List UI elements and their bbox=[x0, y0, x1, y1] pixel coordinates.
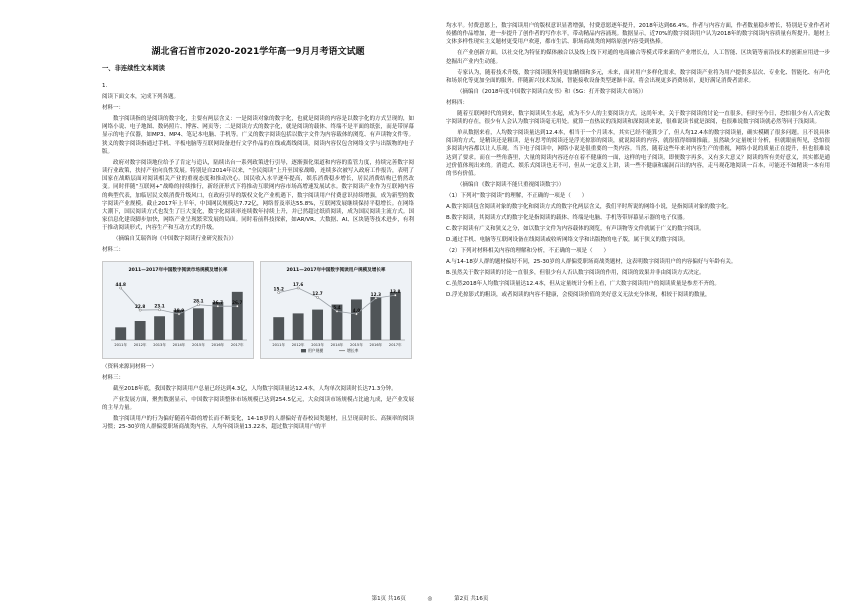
bar bbox=[115, 327, 126, 340]
data-label: 28.1 bbox=[193, 298, 204, 304]
question-1-stem: （1）下列对“数字阅读”的理解，不正确的一项是（ ） bbox=[446, 193, 588, 200]
footer-left-page-number: 第1页 共16页 bbox=[371, 596, 406, 602]
data-label: 15.2 bbox=[273, 286, 284, 292]
data-label: 13.8 bbox=[390, 288, 401, 294]
bar bbox=[370, 297, 381, 340]
material-3-paragraph-3: 数字阅读用户的行为偏好随着年龄的增长而不断变化，14-18岁的人群偏好青春校园类题材，且呈现高时长、高频率的阅读习惯；25-30岁的人群偏爱职场商战类内容，人均年阅读量13.22本，超过数字阅读用户的平 bbox=[102, 415, 414, 431]
data-label: 12.7 bbox=[312, 290, 323, 296]
market-size-chart bbox=[102, 261, 254, 359]
material-4-paragraph-1: 随着互联网时代的到来，数字阅读风生水起，成为不少人的主要阅读方式。这尚年来，关于数字阅读的讨论一直很多，但时至今日，恐怕很少有人否定数字阅读的存在，很少有人会认为数字阅读毫无用处。就算一直热议的浅阅读和深阅读来说，很难说读书就是深阅，也很难说数字阅读就必然等同于浅阅读。 bbox=[446, 110, 830, 126]
question-1-option-b: B.数字阅读，其阅读方式的数字化是指阅读的载体、终端是电脑、手机等带屏幕显示器的电子仪器。 bbox=[446, 215, 689, 222]
bar bbox=[273, 317, 284, 340]
bar bbox=[312, 309, 323, 339]
growth-point bbox=[394, 294, 396, 296]
question-2-option-a: A.与14-18岁人群的题材偏好不同，25-30岁的人群偏爱职场商战类题材，这表明数字阅读用户的内容偏好与年龄有关。 bbox=[446, 259, 737, 266]
growth-point bbox=[375, 297, 377, 299]
data-label: 18.9 bbox=[173, 307, 185, 313]
data-label: 17.6 bbox=[292, 281, 304, 287]
continued-paragraph: 均水平。付费意愿上，数字阅读用户的版权意识显著增强，付费意愿逐年提升，2018年达到66.4%。作者与内容方面，作者数量稳步增长，特别是专业作者对传播的作品增加，进一步提升了创作者的写作水平，带动精品内容涌现。数据显示，近70%的数字阅读用户认为2018年的数字阅读内容质量有所提升。题材上文体多样性现实主义题材更受用户欢迎，都市生活、职场商战类的网络原创内容受到热捧。 bbox=[446, 23, 830, 46]
question-2-stem: （2）下列对材料相关内容的理解和分析，不正确的一项是（ ） bbox=[446, 248, 610, 255]
x-tick-label: 2011年 bbox=[272, 342, 286, 347]
x-tick-label: 2016年 bbox=[369, 342, 383, 347]
user-size-chart bbox=[260, 261, 412, 359]
question-2-option-d: D.浮光掠影式的粗读，或者阅读的内容不健康，会使阅读价值的美好意义无法充分体现，相较于阅读的数量， bbox=[446, 292, 711, 299]
growth-point bbox=[178, 313, 180, 315]
paragraph-innovation: 在产业创新方面，以社交化为特征的媒体融合以及线上线下对通的电商融合等模式带来新的产业增长点，人工智能、区块链等前沿技术的创新应用进一步挖掘出产业内生动能。 bbox=[446, 50, 830, 65]
footer-separator: ◎ bbox=[427, 596, 433, 602]
question-number: 1. bbox=[102, 83, 108, 89]
x-tick-label: 2012年 bbox=[133, 342, 147, 347]
x-tick-label: 2012年 bbox=[291, 342, 305, 347]
growth-point bbox=[158, 308, 160, 310]
bar bbox=[293, 313, 304, 340]
bar bbox=[390, 288, 401, 339]
material-1-paragraph-1: 数字阅读指的是阅读的数字化，主要有两层含义：一是阅读对象的数字化，也就是阅读的内容是以数字化的方式呈现的，如网络小说、电子地图、数码照片、博客、网页等；二是阅读方式的数字化，就是阅读的载体、终端不是平面的纸张，而是带屏幕显示的电子仪器，如MP3、MP4、笔记本电脑、手机等。广义的数字阅读包括以数字文件为内容载体的浏览、有声读物文件等。狭义的数字阅读指通过手机、平板电脑等互联网设备进行文学作品的在线或离线阅读，阅读内容仅包含网络文学与出版物的电子版。 bbox=[102, 116, 414, 155]
material-3-paragraph-1: 截至2018年底，我国数字阅读用户总量已经达到4.3亿，人均数字阅读量达12.4本，人均单次阅读时长达71.3分钟。 bbox=[113, 385, 397, 392]
growth-point bbox=[336, 310, 338, 312]
material-4-source: （摘编自《数字阅读不能只重视阅读数字》） bbox=[457, 182, 565, 189]
legend-label: 用户规模 bbox=[308, 347, 324, 353]
bar bbox=[193, 308, 204, 340]
material-4-label: 材料四： bbox=[446, 99, 469, 106]
chart-title: 2011—2017年中国数字阅读用户规模及增长率 bbox=[286, 267, 386, 273]
data-label: 22.8 bbox=[134, 303, 146, 309]
bar bbox=[351, 299, 362, 340]
x-tick-label: 2013年 bbox=[153, 342, 166, 347]
x-tick-label: 2017年 bbox=[230, 342, 244, 347]
data-label: 44.8 bbox=[115, 281, 126, 287]
legend-label: 增长率 bbox=[347, 347, 359, 353]
section-heading: 一、非连续性文本阅读 bbox=[102, 65, 165, 72]
material-4-paragraph-2: 单从数据来看，人均数字阅读量达到12.4本，相当于一个月读本，其实已经不能算少了，但人均12.4本的数字阅读量，确实模糊了很多问题。且不说具体阅读的方式，是精读还是粗读，是有思考的阅读还是浮光掠影的阅读，就说阅读的内容，就很值得细细推敲。虽然缺少定量统计分析，但就眼前所见，恐怕很多阅读内容都以让人乐观。当下电子阅读中，网络小说是很重要的一类内容。当然，随着这些年来对内容生产的重视，网络小说的质量正在提升，但也很难说达到了要求。而在一些角落里，大量的阅读内容还存在着不健康的一面，这样的电子阅读，即便数字再多，又有多大意义？阅读的所有美好意义，其实都是通过价值体现出来的。消遣式、娱乐式阅读也无不可，但从一定意义上讲，读一些不健康和漏洞百出的内容，走马观花地阅读一百本，可能还不如精读一本有用的书有价值。 bbox=[446, 130, 830, 178]
material-1-source: （摘编自艾瑞咨询《中国数字阅读行业研究报告》） bbox=[113, 236, 237, 243]
charts-row bbox=[102, 261, 414, 359]
x-tick-label: 2016年 bbox=[211, 342, 225, 347]
x-tick-label: 2017年 bbox=[388, 342, 402, 347]
growth-point bbox=[278, 291, 280, 293]
material-3-paragraph-2: 产业发展方面，聚焦数据显示，中国数字阅读整体市场规模已达到254.5亿元，大众阅读市场规模占比逾九成，是产业发展的主导力量。 bbox=[102, 396, 414, 411]
chart-title: 2011—2017年中国数字阅读市场规模及增长率 bbox=[128, 267, 228, 273]
x-tick-label: 2014年 bbox=[330, 342, 344, 347]
growth-point bbox=[236, 305, 238, 307]
x-tick-label: 2014年 bbox=[172, 342, 186, 347]
data-label: 12.3 bbox=[370, 291, 382, 297]
growth-point bbox=[217, 305, 219, 307]
instruction: 阅读下面文本，完成下列各题。 bbox=[102, 94, 180, 100]
question-2-option-c: C.虽然2018年人均数字阅读量达12.4本，但从定量统计分析上看，广大数字阅读用户的阅读质量是参差不齐的。 bbox=[446, 281, 720, 288]
footer-right-page-number: 第2页 共16页 bbox=[454, 596, 489, 602]
growth-point bbox=[316, 296, 318, 298]
data-label: 5.4 bbox=[333, 304, 341, 310]
paragraph-experts: 专家认为，随着技术升级，数字阅读服务将更加精细和多元，未来，面对用户多样化需求，数字阅读产业将为用户提供多层次、专业化、智能化、有声化和场景化等更加全面的服务。伴随新兴技术发展，智能接收设备类型逐渐丰富，将会出现更多消费场景，更好满足消费者需求。 bbox=[446, 69, 830, 84]
right-page bbox=[427, 0, 860, 608]
material-3-source: （摘编自《2018年度中国数字阅读白皮书》和《5G：打开数字阅读大市场》） bbox=[457, 88, 647, 95]
x-tick-label: 2015年 bbox=[350, 342, 363, 347]
x-tick-label: 2013年 bbox=[311, 342, 324, 347]
growth-point bbox=[197, 303, 199, 305]
data-label: 4.0 bbox=[352, 307, 361, 313]
bar bbox=[154, 316, 165, 340]
x-tick-label: 2015年 bbox=[192, 342, 205, 347]
question-2-option-b: B.虽然关于数字阅读的讨论一直很多，但很少有人否认数字阅读的作用，阅读的效果并非由阅读方式决定。 bbox=[446, 270, 705, 277]
x-tick-label: 2011年 bbox=[114, 342, 128, 347]
page-footer bbox=[0, 594, 860, 602]
growth-point bbox=[120, 287, 122, 289]
question-1-option-a: A.数字阅读包含阅读对象的数字化和阅读方式的数字化两层含义，我们平时所说的网络小说，是指阅读对象的数字化。 bbox=[446, 204, 732, 211]
material-1-paragraph-2: 政府对数字阅读地位给予了肯定与追认，陆续出台一系列政策进行引导，逐渐强化渠道和内容的监管力度，持续完善数字阅读行业政策，扶持产业向良性发展。特别是自2014年以来，“全民阅读”上升至国家战略，连续多次被写入政府工作报告，表明了国家在战略层面对阅读相关产业的重视态度和推动决心。国民收入水平逐年提高，娱乐消费稳步增长，居民消费结构已悄然改变。同时伴随“互联网+”战略的持续推行，新经济形式下将推动互联网内容市场高增速发展试水。数字阅读产业作为互联网内容的典型代表，加临居民文娱消费升级风口，在政府引导的版权文化产业机遇下，数字阅读用户付费意识持续增强，成为新型的数字阅读产业规模。截止2017年上半年，中国网民规模达7.72亿，网络普及率达55.8%，互联网发展继续保持平稳增长。在网络大潮下，国民阅读方式也发生了巨大变化，数字化阅读率连续数年持续上升，并已然超过纸质阅读，成为国民阅读主流方式。国家信息化建设脚步加快，网络产业呈现繁荣发展的局面。同时着前科技探索，如AR/VR、大数据、AI、区块链等技术进步，有利于推动阅读形式，内容生产和互动方式的升级。 bbox=[102, 159, 414, 232]
data-label: 26.7 bbox=[212, 299, 224, 305]
legend-swatch-bar bbox=[301, 349, 306, 352]
material-1-label: 材料一： bbox=[102, 105, 125, 111]
question-1-option-d: D.通过手机、电脑等互联网设备在线阅读或收听网络文学和出版物的电子版，属于狭义的数字阅读。 bbox=[446, 237, 689, 244]
growth-point bbox=[297, 287, 299, 289]
question-1-option-c: C.数字阅读有广义和狭义之分，如以数字文件为内容载体的浏览，有声读物等文件就属于广义的数字阅读。 bbox=[446, 226, 705, 233]
growth-point bbox=[355, 313, 357, 315]
material-2-label: 材料二： bbox=[102, 247, 125, 254]
document-title: 湖北省石首市2020-2021学年高一9月月考语文试题 bbox=[151, 47, 365, 57]
chart-note: （资料来源同材料一） bbox=[102, 363, 158, 370]
data-label: 26.7 bbox=[232, 299, 243, 305]
bar bbox=[135, 321, 146, 340]
data-label: 23.1 bbox=[154, 303, 165, 309]
material-3-label: 材料三： bbox=[102, 374, 125, 381]
growth-point bbox=[139, 309, 141, 311]
